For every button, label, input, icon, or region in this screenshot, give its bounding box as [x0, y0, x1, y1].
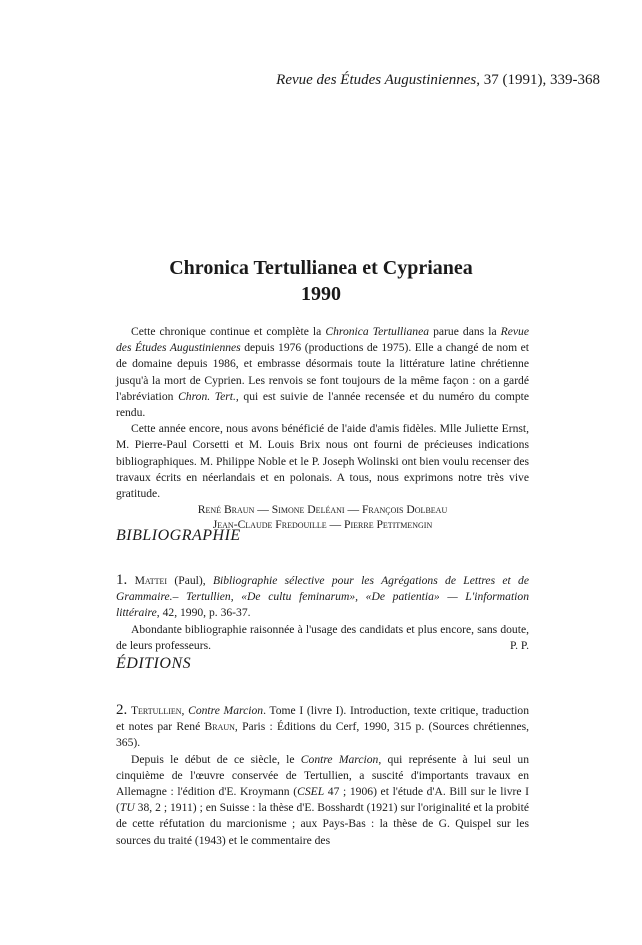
running-header [0, 72, 600, 89]
intro-text: parue dans la [429, 325, 501, 338]
body-text: , qui représente à lui seul un cinquième de l'œuvre conservée de Tertullien, a suscité d'importants travaux en Allemagne : l'édition d'E. Kroymann ( [116, 752, 530, 799]
section-heading-editions: ÉDITIONS [116, 655, 192, 672]
entry-publication: , 42, 1990, p. 36-37. [156, 606, 251, 620]
body-text: Depuis le début de ce siècle, le [131, 752, 301, 766]
intro-italic: Chronica Tertullianea [325, 325, 430, 338]
body-italic: Contre Marcion [300, 752, 379, 766]
entry-title: Bibliographie sélective pour les Agrégations de Lettres et de Grammaire.– Tertullien, «De cultu feminarum», «De patientia» — L'information littéraire [116, 574, 530, 620]
reviewer-signature: P. P. [509, 638, 529, 652]
summary-text: Abondante bibliographie raisonnée à l'usage des candidats et plus encore, sans doute, de leurs professeurs. [116, 622, 529, 652]
entry-author: Mattei [134, 574, 168, 587]
entry-author-rest: (Paul), [167, 574, 213, 587]
entry-2 [116, 702, 529, 849]
credits-line-2: Jean-Claude Fredouille — Pierre Petitmengin [212, 518, 433, 532]
page-title [0, 255, 642, 307]
intro-paragraph-2: Cette année encore, nous avons bénéficié de l'aide d'amis fidèles. Mlle Juliette Ernst, M. Pierre-Paul Corsetti et M. Louis Brix nous ont fourni de précieuses indications bibliographiques. M. Philippe Noble et le P. Joseph Wolinski ont bien voulu recenser des travaux écrits en néerlandais et en polonais. A tous, nous exprimons notre très vive gratitude. [116, 422, 529, 501]
body-text: 38, 2 ; 1911) ; en Suisse : la thèse d'E. Bosshardt (1921) sur l'originalité et la probité de cette réfutation du marcionisme ; aux Pays-Bas : la thèse de G. Quispel sur les sources du traité (1943) et le commentaire des [116, 801, 529, 847]
entry-2-text [116, 752, 529, 849]
entry-separator: , [181, 704, 189, 717]
title-line-1: Chronica Tertullianea et Cyprianea [169, 257, 473, 279]
body-italic: CSEL [297, 785, 325, 799]
intro-italic: Revue des Études Augustiniennes [116, 325, 529, 355]
intro-block [116, 324, 529, 532]
intro-text: qui est suivie de l'année recensée et du numéro du compte rendu. [116, 389, 530, 420]
entry-number: 1. [116, 572, 128, 588]
entry-2-reference [116, 702, 529, 752]
intro-italic: Chron. Tert., [178, 389, 239, 403]
entry-title: Contre Marcion [188, 704, 264, 717]
intro-text: depuis 1976 (productions de 1975). Elle a changé de nom et de domaine depuis 1986, et embrasse désormais toute la littérature latine chrétienne jusqu'à la mort de Cyprien. Les renvois se font toujours de la même façon : on a gardé l'abréviation [116, 341, 529, 403]
intro-paragraph-1 [116, 324, 529, 421]
title-line-2: 1990 [301, 283, 341, 305]
entry-details: . Tome I (livre I). Introduction, texte critique, traduction et notes par René [116, 704, 530, 734]
journal-citation: , 37 (1991), 339-368 [476, 72, 600, 88]
entry-1-reference [116, 572, 529, 622]
entry-author: Tertullien [130, 704, 182, 717]
section-heading-bibliographie: BIBLIOGRAPHIE [116, 527, 241, 544]
body-italic: TU [119, 801, 135, 815]
intro-text: Cette chronique continue et complète la [131, 325, 326, 338]
entry-details: , Paris : Éditions du Cerf, 1990, 315 p. (Sources chrétiennes, 365). [116, 720, 529, 750]
body-text: 47 ; 1906) et l'étude d'A. Bill sur le livre I ( [116, 785, 529, 815]
credits-line-1: René Braun — Simone Deléani — François Dolbeau [197, 503, 448, 517]
entry-1 [116, 572, 529, 654]
journal-title: Revue des Études Augustiniennes [276, 72, 477, 88]
entry-number: 2. [116, 702, 128, 718]
entry-editor: Braun [204, 720, 235, 734]
entry-1-summary [116, 622, 529, 654]
